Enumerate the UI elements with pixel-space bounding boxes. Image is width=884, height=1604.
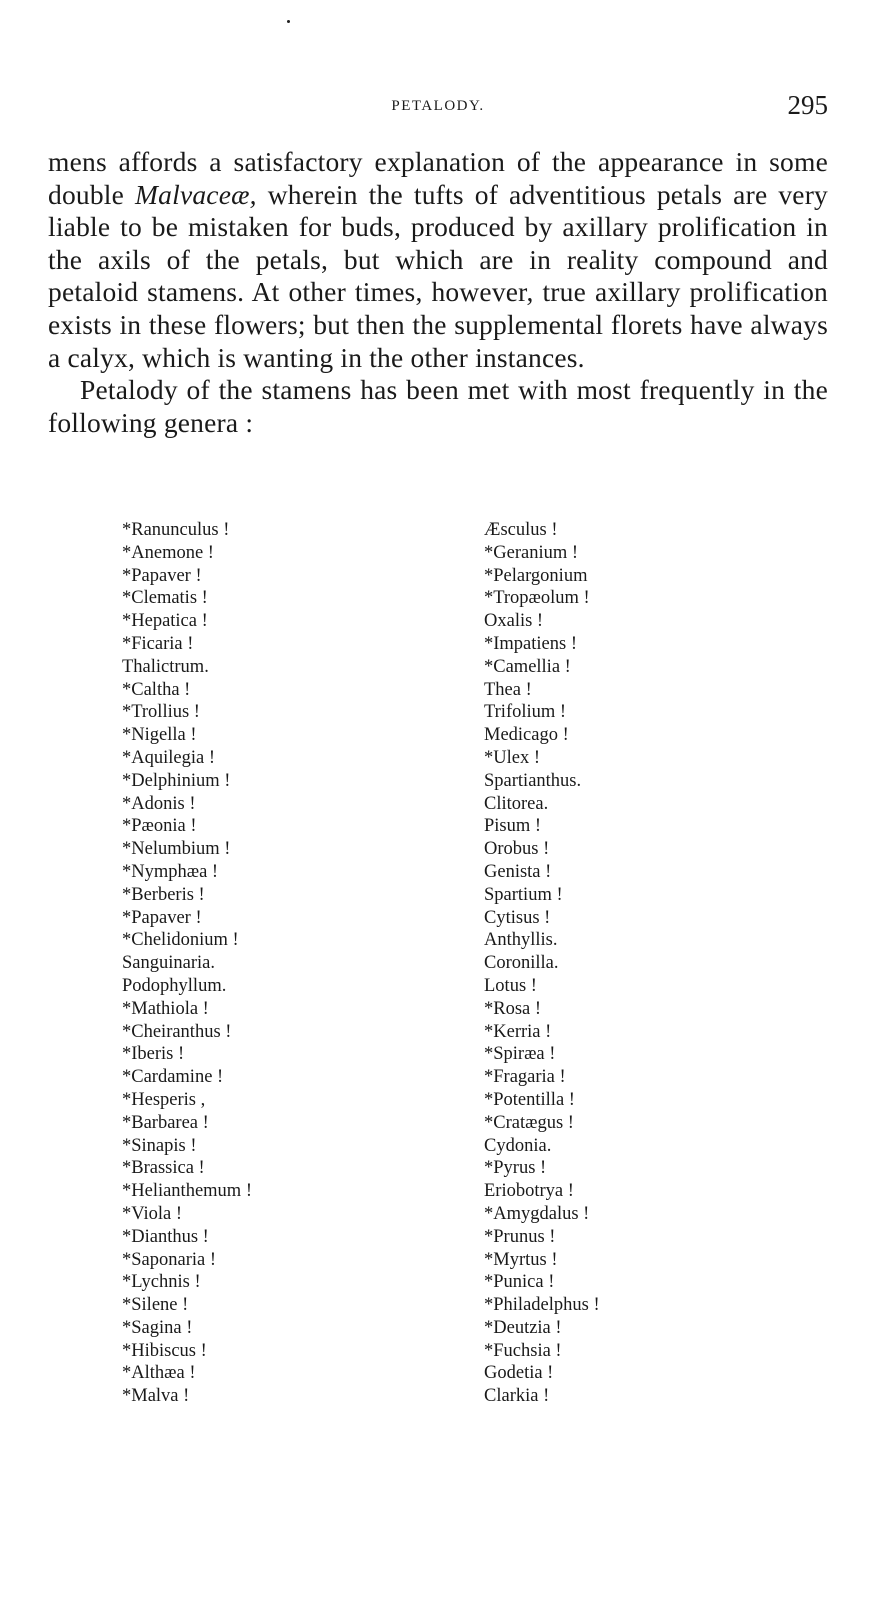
italic-family-name: Malvaceæ, [135,178,257,210]
genus-item: *Iberis ! [122,1044,185,1065]
genus-item: Medicago ! [484,725,569,746]
genus-item: *Tropæolum ! [484,588,590,609]
genus-item: *Mathiola ! [122,998,209,1019]
paragraph-1-text-a: mens affords a satisfactory explanation of the appearance in some double [48,146,828,210]
genus-item: Pisum ! [484,816,542,837]
genus-item: *Dianthus ! [122,1226,209,1247]
genus-item: *Clematis ! [122,588,208,609]
stray-ink-dot [287,20,290,23]
genus-item: *Papaver ! [122,565,202,586]
genus-item: Æsculus ! [484,520,558,540]
genus-item: Sanguinaria. [122,953,215,974]
genus-item: Spartium ! [484,884,563,905]
paragraph-genera-intro: Petalody of the stamens has been met with most frequently in the following genera : [48,374,828,438]
genus-item: *Sinapis ! [122,1135,197,1156]
genus-item: Thalictrum. [122,656,209,677]
genus-item: Trifolium ! [484,702,567,723]
genus-item: *Lychnis ! [122,1272,201,1293]
genus-item: Oxalis ! [484,611,544,632]
genus-item: *Aquilegia ! [122,747,215,768]
genus-item: *Prunus ! [484,1226,556,1247]
genera-right-column [484,519,814,1408]
paragraph-continuation [48,146,828,374]
genus-item: *Viola ! [122,1203,183,1224]
genus-item: *Hibiscus ! [122,1340,207,1361]
genus-item: *Impatiens ! [484,633,577,654]
genus-item: *Potentilla ! [484,1089,575,1110]
genus-item: *Ficaria ! [122,633,194,654]
genus-item: *Amygdalus ! [484,1203,590,1224]
genus-item: *Anemone ! [122,542,214,563]
body-text [48,146,828,439]
running-title: PETALODY. [391,98,485,114]
genus-item: *Althæa ! [122,1363,196,1384]
genus-item: *Kerria ! [484,1021,552,1042]
running-head [48,90,828,124]
genus-item: *Nigella ! [122,725,197,746]
genus-item: *Silene ! [122,1295,189,1316]
genus-item: Podophyllum. [122,975,227,996]
genus-item: *Nelumbium ! [122,839,231,860]
genus-item: *Caltha ! [122,679,191,700]
paragraph-1-text-b: wherein the tufts of adventitious petals are very liable to be mistaken for buds, produced by axillary prolification in the axils of the petals, but which are in reality compound and petaloid stamens. At other times, however, true axillary prolification exists in these flowers; but then the supplemental florets have always a calyx, which is wanting in the other instances. [48,178,829,373]
genus-item: *Brassica ! [122,1158,205,1179]
genus-item: Anthyllis. [484,930,558,951]
genus-item: *Fragaria ! [484,1067,566,1088]
genus-item: Orobus ! [484,839,550,860]
genus-item: *Berberis ! [122,884,205,905]
page-number: 295 [787,90,828,120]
genus-item: *Pyrus ! [484,1158,547,1179]
genus-item: *Pæonia ! [122,816,197,837]
genus-item: *Malva ! [122,1386,190,1407]
genus-item: *Fuchsia ! [484,1340,562,1361]
genus-item: Eriobotrya ! [484,1181,574,1202]
genus-item: *Philadelphus ! [484,1295,600,1316]
genus-item: *Spiræa ! [484,1044,556,1065]
genus-item: Thea ! [484,679,532,700]
genus-item: Cytisus ! [484,907,551,928]
genus-item: Cydonia. [484,1135,552,1156]
genus-item: *Punica ! [484,1272,555,1293]
genus-item: *Hepatica ! [122,611,208,632]
genus-item: Genista ! [484,861,552,882]
genus-item: *Sagina ! [122,1317,193,1338]
genera-left-column [122,519,452,1408]
genus-item: *Cratægus ! [484,1112,574,1133]
genus-item: *Saponaria ! [122,1249,217,1270]
genus-item: *Papaver ! [122,907,202,928]
genus-item: *Geranium ! [484,542,579,563]
genus-item: *Deutzia ! [484,1317,562,1338]
genus-item: *Cardamine ! [122,1067,224,1088]
genus-item: *Chelidonium ! [122,930,239,951]
genus-item: Clarkia ! [484,1386,550,1407]
genus-item: *Trollius ! [122,702,200,723]
genus-item: Lotus ! [484,975,537,996]
genus-item: Coronilla. [484,953,559,974]
genus-item: *Camellia ! [484,656,571,677]
genus-item: *Cheiranthus ! [122,1021,232,1042]
genus-item: *Hesperis , [122,1089,206,1110]
genus-item: *Rosa ! [484,998,542,1019]
genus-item: *Nymphæa ! [122,861,219,882]
genus-item: *Ulex ! [484,747,540,768]
genus-item: *Ranunculus ! [122,520,230,540]
genus-item: Godetia ! [484,1363,554,1384]
genus-item: *Helianthemum ! [122,1181,252,1202]
genus-item: Clitorea. [484,793,549,814]
genus-item: *Myrtus ! [484,1249,558,1270]
genus-item: *Adonis ! [122,793,196,814]
genus-item: *Delphinium ! [122,770,231,791]
genus-item: *Barbarea ! [122,1112,209,1133]
genus-item: *Pelargonium [484,565,588,586]
genus-item: Spartianthus. [484,770,582,791]
